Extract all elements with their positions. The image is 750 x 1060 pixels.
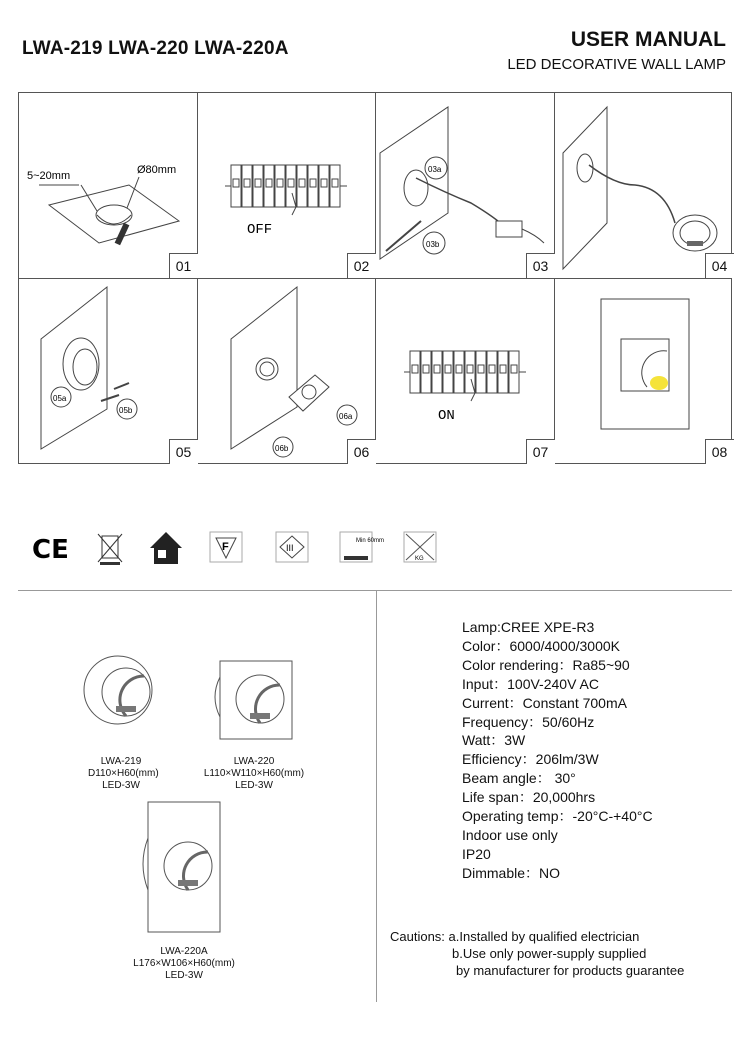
wiring-driver-illustration — [376, 93, 554, 278]
f-mark-icon — [208, 528, 244, 566]
step-08 — [555, 279, 734, 464]
breaker-switch — [489, 365, 495, 373]
step-number: 04 — [705, 253, 734, 278]
breaker-switch — [445, 365, 451, 373]
breaker-switch — [255, 179, 261, 187]
product-lwa-219 — [88, 756, 159, 792]
breaker-switch — [434, 365, 440, 373]
column-divider — [376, 590, 377, 1002]
model-power: LED-3W — [235, 780, 273, 791]
label-06b: 06b — [275, 444, 289, 453]
label-06a: 06a — [339, 412, 353, 421]
power-state-label: OFF — [247, 222, 273, 238]
breaker-off-illustration — [197, 93, 375, 278]
spec-item: Dimmable：NO — [462, 864, 561, 881]
spec-item: Efficiency：206lm/3W — [462, 751, 599, 768]
breaker-switch — [332, 179, 338, 187]
model-name: LWA-219 — [100, 756, 142, 767]
model-dimensions: D110×H60(mm) — [88, 768, 159, 779]
model-dimensions: L176×W106×H60(mm) — [133, 958, 235, 969]
step-number: 02 — [347, 253, 376, 278]
step-03 — [376, 93, 555, 278]
label-05b: 05b — [119, 406, 133, 415]
breaker-switch — [321, 179, 327, 187]
class-iii-icon — [274, 528, 310, 566]
svg-text:F: F — [222, 541, 229, 553]
lwa-220-drawing — [208, 657, 298, 747]
weight-label: KG — [415, 556, 424, 562]
breaker-switch — [511, 365, 517, 373]
breaker-switch — [423, 365, 429, 373]
spec-item: Life span：20,000hrs — [462, 789, 596, 806]
product-lwa-220a — [126, 946, 242, 982]
lwa-219-drawing — [80, 652, 160, 732]
step-07 — [376, 279, 555, 464]
depth-label: 5~20mm — [27, 170, 71, 182]
power-state-label: ON — [438, 408, 455, 424]
model-numbers: LWA-219 LWA-220 LWA-220A — [22, 38, 289, 59]
spec-item: Indoor use only — [462, 826, 558, 843]
breaker-on-illustration — [376, 279, 554, 464]
model-power: LED-3W — [102, 780, 140, 791]
page-title: USER MANUAL — [570, 28, 726, 51]
breaker-switch — [244, 179, 250, 187]
weight-icon — [402, 528, 438, 566]
cautions-label: Cautions: — [390, 929, 445, 944]
spec-item: Input：100V-240V AC — [462, 675, 599, 692]
label-05a: 05a — [53, 394, 67, 403]
step-05 — [19, 279, 198, 464]
step-02 — [197, 93, 376, 278]
breaker-switch — [478, 365, 484, 373]
breaker-switch — [500, 365, 506, 373]
label-03a: 03a — [428, 165, 442, 174]
spec-item: Frequency：50/60Hz — [462, 713, 595, 730]
caution-line: b.Use only power-supply supplied — [452, 946, 647, 961]
lamp-lit-illustration — [555, 279, 733, 464]
insert-lamp-illustration — [19, 279, 197, 464]
step-number: 03 — [526, 253, 555, 278]
step-01 — [19, 93, 198, 278]
wall-cutout-illustration — [19, 93, 197, 278]
mounting-height-icon — [338, 528, 385, 566]
spec-item: Operating temp：-20°C-+40°C — [462, 808, 653, 825]
breaker-switch — [277, 179, 283, 187]
breaker-switch — [266, 179, 272, 187]
spec-item: Color：6000/4000/3000K — [462, 637, 621, 654]
breaker-switch — [456, 365, 462, 373]
breaker-switch — [299, 179, 305, 187]
spec-item: Color rendering：Ra85~90 — [462, 656, 630, 673]
spec-item: IP20 — [462, 845, 491, 862]
caution-line: by manufacturer for products guarantee — [456, 963, 685, 978]
spec-item: Watt：3W — [462, 732, 526, 749]
step-06 — [197, 279, 376, 464]
step-number: 05 — [169, 439, 198, 464]
section-divider — [18, 590, 732, 591]
step-04 — [555, 93, 734, 278]
spec-item: Current：Constant 700mA — [462, 694, 627, 711]
svg-text:CE: CE — [32, 535, 69, 565]
model-name: LWA-220 — [233, 756, 275, 767]
caution-line: a.Installed by qualified electrician — [448, 929, 640, 944]
spec-item: Lamp:CREE XPE-R3 — [462, 619, 595, 635]
page-subtitle: LED DECORATIVE WALL LAMP — [507, 56, 726, 73]
breaker-switch — [233, 179, 239, 187]
min-height-label: Min 60mm — [356, 538, 385, 544]
cautions-block — [390, 928, 684, 979]
step-number: 07 — [526, 439, 555, 464]
spec-item: Beam angle： 30° — [462, 770, 576, 787]
step-number: 06 — [347, 439, 376, 464]
ce-mark-icon — [30, 528, 69, 566]
mount-cover-illustration — [197, 279, 375, 464]
label-03b: 03b — [426, 240, 440, 249]
model-power: LED-3W — [165, 970, 203, 981]
step-number: 08 — [705, 439, 734, 464]
breaker-switch — [310, 179, 316, 187]
svg-text:III: III — [286, 543, 294, 553]
breaker-switch — [288, 179, 294, 187]
specifications-list — [462, 618, 653, 883]
diameter-label: Ø80mm — [137, 164, 177, 176]
product-lwa-220 — [196, 756, 312, 792]
weee-bin-icon — [92, 528, 128, 566]
model-dimensions: L110×W110×H60(mm) — [203, 768, 305, 779]
model-name: LWA-220A — [160, 946, 208, 957]
breaker-switch — [467, 365, 473, 373]
installation-steps-grid — [18, 92, 732, 464]
breaker-switch — [412, 365, 418, 373]
step-number: 01 — [169, 253, 198, 278]
indoor-house-icon — [148, 528, 184, 566]
lwa-220a-drawing — [136, 798, 226, 938]
connect-lamp-illustration — [555, 93, 733, 278]
